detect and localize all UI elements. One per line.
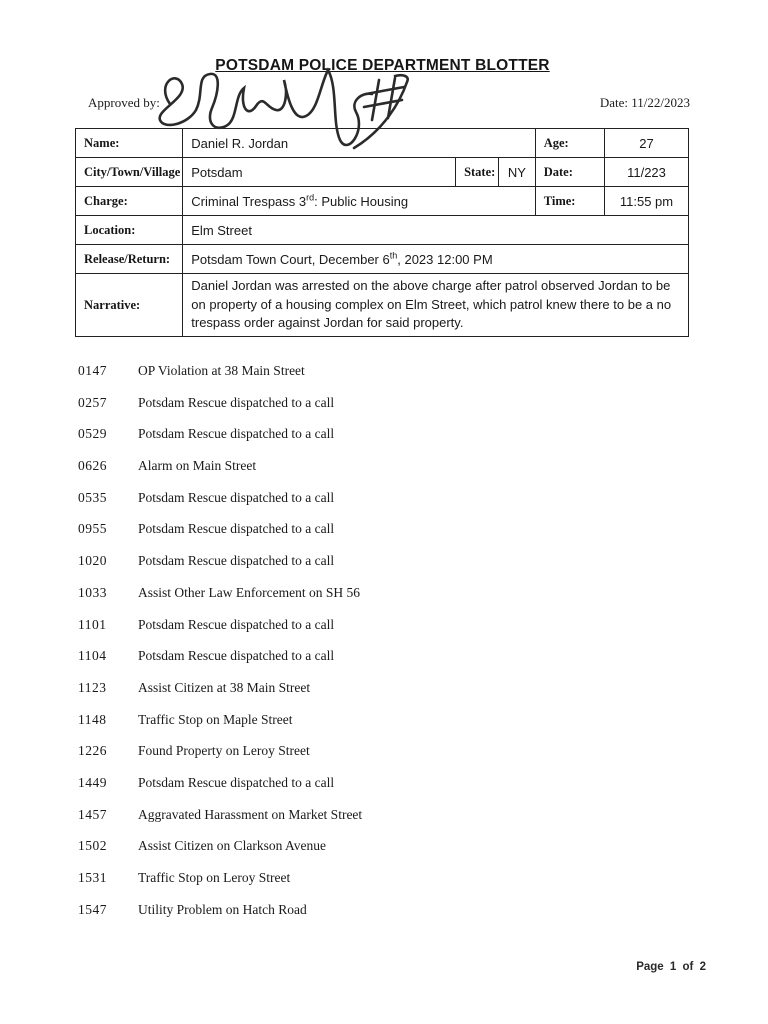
log-time: 1104 [78, 648, 107, 664]
blotter-log-list [78, 363, 638, 933]
log-description: Assist Citizen at 38 Main Street [138, 679, 311, 695]
table-row-location [76, 216, 689, 245]
approved-by-label: Approved by: [88, 95, 160, 110]
city-value: Potsdam [183, 158, 456, 187]
log-time: 0257 [78, 394, 107, 410]
log-entry-row [78, 363, 638, 381]
date-value: 11/223 [605, 158, 689, 187]
log-time: 0955 [78, 521, 107, 537]
charge-value: Criminal Trespass 3rd: Public Housing [183, 187, 535, 216]
log-entry-row [78, 585, 638, 603]
log-time: 0626 [78, 458, 107, 474]
release-label: Release/Return: [76, 245, 183, 274]
log-description: Potsdam Rescue dispatched to a call [138, 616, 335, 632]
name-value: Daniel R. Jordan [183, 129, 535, 158]
log-time: 1020 [78, 553, 107, 569]
log-entry-row [78, 490, 638, 508]
log-description: Alarm on Main Street [138, 458, 257, 474]
table-row-charge [76, 187, 689, 216]
time-label: Time: [535, 187, 604, 216]
log-entry-row [78, 838, 638, 856]
page-word: Page [636, 961, 664, 973]
log-description: Aggravated Harassment on Market Street [138, 806, 363, 822]
table-row-city [76, 158, 689, 187]
location-value: Elm Street [183, 216, 689, 245]
log-description: Found Property on Leroy Street [138, 743, 310, 759]
log-entry-row [78, 807, 638, 825]
arrest-record-table [75, 128, 689, 337]
log-description: Utility Problem on Hatch Road [138, 901, 307, 917]
age-value: 27 [605, 129, 689, 158]
page-number: 1 [669, 961, 677, 973]
log-description: Traffic Stop on Maple Street [138, 711, 293, 727]
log-time: 0147 [78, 363, 107, 378]
log-description: Potsdam Rescue dispatched to a call [138, 426, 335, 442]
log-time: 1502 [78, 838, 107, 854]
log-description: Traffic Stop on Leroy Street [138, 870, 291, 885]
log-time: 1449 [78, 774, 107, 790]
log-description: Potsdam Rescue dispatched to a call [138, 648, 335, 664]
log-time: 0535 [78, 489, 107, 505]
log-entry-row [78, 775, 638, 793]
header-date: Date: 11/22/2023 [599, 95, 690, 110]
approval-line [88, 93, 690, 113]
name-label: Name: [76, 129, 183, 158]
time-value: 11:55 pm [605, 187, 689, 216]
age-label: Age: [535, 129, 604, 158]
log-description: Potsdam Rescue dispatched to a call [138, 774, 335, 790]
log-entry-row [78, 553, 638, 571]
log-description: OP Violation at 38 Main Street [138, 363, 305, 378]
log-entry-row [78, 426, 638, 444]
narrative-value: Daniel Jordan was arrested on the above charge after patrol observed Jordan to be on property of a housing complex on Elm Street, which patrol knew there to be a no trespass order against Jordan for said property. [183, 274, 689, 337]
city-label: City/Town/Village [76, 158, 183, 187]
total-pages: 2 [699, 961, 706, 973]
log-entry-row [78, 712, 638, 730]
document-title: POTSDAM POLICE DEPARTMENT BLOTTER [215, 57, 550, 74]
table-row-name [76, 129, 689, 158]
narrative-label: Narrative: [76, 274, 183, 337]
log-time: 1148 [78, 711, 107, 727]
release-value: Potsdam Town Court, December 6th, 2023 12:00 PM [183, 245, 689, 274]
log-description: Assist Citizen on Clarkson Avenue [138, 838, 326, 854]
log-time: 1531 [78, 870, 107, 885]
log-description: Potsdam Rescue dispatched to a call [138, 489, 335, 505]
state-value: NY [498, 158, 535, 187]
log-entry-row [78, 902, 638, 920]
log-time: 1033 [78, 584, 107, 600]
log-time: 1123 [78, 679, 107, 695]
log-time: 1457 [78, 806, 107, 822]
log-entry-row [78, 521, 638, 539]
log-entry-row [78, 743, 638, 761]
log-time: 1101 [78, 616, 107, 632]
log-entry-row [78, 648, 638, 666]
log-time: 0529 [78, 426, 107, 442]
date-label: Date: [535, 158, 604, 187]
log-entry-row [78, 395, 638, 413]
page-indicator [636, 961, 706, 973]
of-word: of [682, 961, 694, 973]
charge-label: Charge: [76, 187, 183, 216]
table-row-release [76, 245, 689, 274]
log-entry-row [78, 617, 638, 635]
log-entry-row [78, 458, 638, 476]
log-entry-row [78, 680, 638, 698]
log-description: Assist Other Law Enforcement on SH 56 [138, 584, 360, 600]
location-label: Location: [76, 216, 183, 245]
table-row-narrative [76, 274, 689, 337]
log-entry-row [78, 870, 638, 888]
state-label: State: [456, 158, 499, 187]
log-time: 1547 [78, 901, 107, 917]
log-time: 1226 [78, 743, 107, 759]
log-description: Potsdam Rescue dispatched to a call [138, 521, 335, 537]
log-description: Potsdam Rescue dispatched to a call [138, 394, 335, 410]
log-description: Potsdam Rescue dispatched to a call [138, 553, 335, 569]
